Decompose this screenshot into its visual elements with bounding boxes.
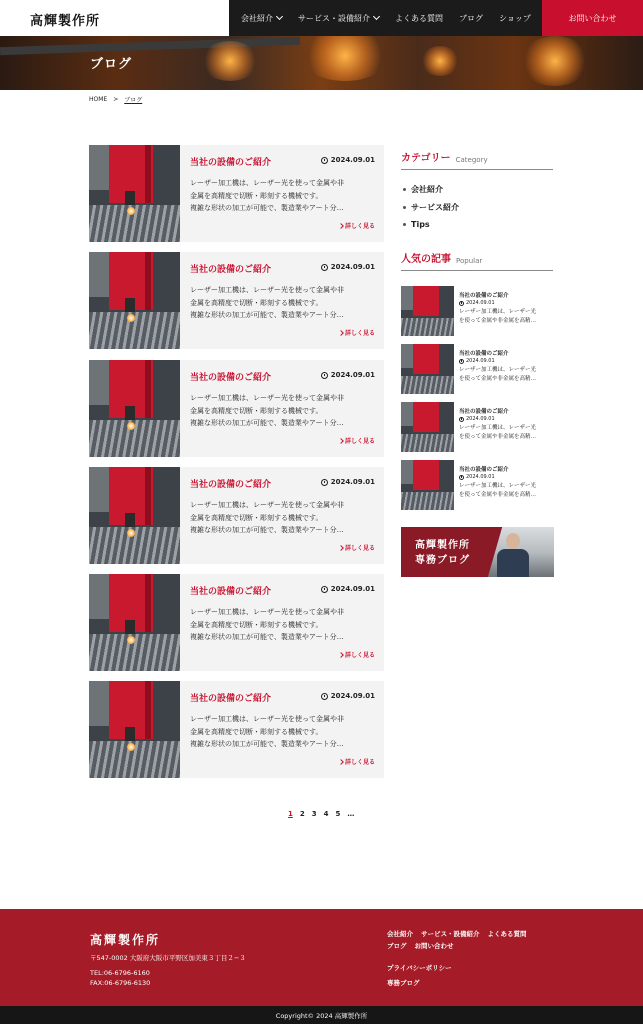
thumb-bed (401, 318, 454, 336)
thumb-machine-shade (145, 467, 151, 525)
thumb-bg (401, 460, 413, 484)
read-more-link[interactable] (339, 436, 375, 445)
footer-fax: FAX:06-6796-6130 (90, 979, 151, 987)
popular-thumbnail[interactable] (401, 344, 454, 394)
popular-excerpt (459, 308, 551, 325)
excerpt-line: 金属を高精度で切断・彫刻する機械です。 (190, 513, 323, 522)
thumb-bg (401, 402, 413, 426)
post-thumbnail[interactable] (89, 360, 180, 457)
chevron-down-icon (373, 13, 380, 20)
popular-date-text: 2024.09.01 (466, 358, 495, 364)
excerpt-line: レーザー加工機は、レーザー光を使って金属や非 (190, 501, 344, 509)
popular-date-text: 2024.09.01 (466, 474, 495, 480)
chevron-right-icon (338, 438, 344, 444)
read-more-label: 詳しく見る (344, 759, 375, 766)
banner-line-2: 専務ブログ (415, 555, 470, 566)
excerpt-line: を使って金属や非金属を高精… (459, 491, 537, 498)
clock-icon (459, 417, 464, 422)
thumb-bg (89, 467, 111, 512)
popular-date (459, 416, 495, 422)
nav-blog[interactable]: ブログ (459, 13, 483, 23)
excerpt-line: を使って金属や非金属を高精… (459, 317, 537, 324)
pagination (288, 810, 354, 818)
copyright: Copyright© 2024 高輝製作所 (0, 1006, 643, 1024)
post-date (321, 156, 375, 164)
excerpt-line: 複雑な形状の加工が可能で、製造業やアート分… (190, 633, 344, 641)
clock-icon (459, 359, 464, 364)
contact-button[interactable]: お問い合わせ (542, 0, 643, 36)
popular-date-text: 2024.09.01 (466, 300, 495, 306)
footer-logo[interactable]: 高輝製作所 (90, 933, 161, 947)
nav-faq[interactable]: よくある質問 (395, 13, 443, 23)
page-link-3[interactable]: 3 (311, 810, 317, 818)
banner-text (415, 538, 470, 568)
footer-links-row (387, 978, 420, 987)
site-logo[interactable]: 高輝製作所 (30, 14, 101, 29)
excerpt-line: レーザー加工機は、レーザー光 (459, 367, 537, 373)
breadcrumb-separator: > (113, 96, 119, 103)
post-excerpt (190, 177, 375, 215)
post-thumbnail[interactable] (89, 252, 180, 349)
bullet-icon (403, 223, 406, 226)
category-item-services[interactable] (403, 202, 459, 213)
page-title: ブログ (90, 57, 133, 72)
category-heading-jp: カテゴリー (401, 153, 451, 164)
site-footer (0, 909, 643, 1006)
excerpt-line: 複雑な形状の加工が可能で、製造業やアート分… (190, 204, 344, 212)
category-label: サービス紹介 (411, 203, 459, 212)
popular-thumbnail[interactable] (401, 460, 454, 510)
hero-spark (300, 36, 390, 81)
bullet-icon (403, 206, 406, 209)
chevron-right-icon (338, 545, 344, 551)
read-more-label: 詳しく見る (344, 223, 375, 230)
post-date-text: 2024.09.01 (330, 156, 375, 164)
post-card[interactable] (89, 360, 384, 457)
thumb-spark (127, 207, 135, 215)
popular-excerpt (459, 366, 551, 383)
thumb-machine-shade (145, 145, 151, 203)
thumb-bg (89, 145, 111, 190)
thumb-machine-shade (145, 360, 151, 418)
excerpt-line: 複雑な形状の加工が可能で、製造業やアート分… (190, 419, 344, 427)
post-date (321, 371, 375, 379)
nav-services-label: サービス・設備紹介 (298, 13, 370, 23)
read-more-label: 詳しく見る (344, 545, 375, 552)
read-more-link[interactable] (339, 757, 375, 766)
category-label: 会社紹介 (411, 185, 443, 194)
popular-date (459, 300, 495, 306)
footer-link-services[interactable]: サービス・設備紹介 (421, 930, 480, 938)
read-more-label: 詳しく見る (344, 330, 375, 337)
category-label: Tips (411, 220, 430, 229)
footer-link-company[interactable]: 会社紹介 (387, 930, 413, 938)
hero-spark (200, 41, 260, 81)
clock-icon (321, 693, 328, 700)
post-excerpt (190, 606, 375, 644)
hero-spark (420, 46, 460, 76)
post-title[interactable]: 当社の設備のご紹介 (190, 587, 272, 597)
breadcrumb-home[interactable]: HOME (89, 96, 108, 103)
person-body (497, 549, 529, 577)
footer-link-faq[interactable]: よくある質問 (487, 930, 527, 938)
excerpt-line: レーザー加工機は、レーザー光を使って金属や非 (190, 608, 344, 616)
read-more-link[interactable] (339, 328, 375, 337)
excerpt-line: 複雑な形状の加工が可能で、製造業やアート分… (190, 740, 344, 748)
footer-link-contact[interactable]: お問い合わせ (414, 942, 454, 950)
post-thumbnail[interactable] (89, 681, 180, 778)
post-title[interactable]: 当社の設備のご紹介 (190, 373, 272, 383)
clock-icon (459, 475, 464, 480)
thumb-bg (401, 286, 413, 310)
read-more-link[interactable] (339, 221, 375, 230)
footer-address: 〒547-0002 大阪府大阪市平野区加美東３丁目２−３ (90, 954, 246, 962)
nav-shop[interactable]: ショップ (499, 13, 531, 23)
excerpt-line: レーザー加工機は、レーザー光を使って金属や非 (190, 394, 344, 402)
popular-heading-jp: 人気の記事 (401, 254, 451, 265)
popular-item[interactable] (401, 286, 553, 336)
popular-heading (401, 251, 553, 271)
page-hero (0, 36, 643, 90)
post-excerpt (190, 499, 375, 537)
clock-icon (321, 157, 328, 164)
popular-date (459, 474, 495, 480)
thumb-bg (89, 252, 111, 297)
post-date (321, 585, 375, 593)
thumb-machine (413, 402, 439, 432)
post-excerpt (190, 392, 375, 430)
footer-link-exec-blog[interactable]: 専務ブログ (387, 979, 420, 987)
thumb-spark (127, 636, 135, 644)
read-more-link[interactable] (339, 543, 375, 552)
post-date (321, 263, 375, 271)
post-card[interactable] (89, 467, 384, 564)
post-card[interactable] (89, 252, 384, 349)
hero-spark (520, 36, 590, 86)
excerpt-line: レーザー加工機は、レーザー光 (459, 309, 537, 315)
excerpt-line: レーザー加工機は、レーザー光を使って金属や非 (190, 286, 344, 294)
excerpt-line: を使って金属や非金属を高精… (459, 433, 537, 440)
page-link-5[interactable]: 5 (335, 810, 341, 818)
footer-contact-info (90, 968, 150, 988)
clock-icon (321, 479, 328, 486)
chevron-right-icon (338, 759, 344, 765)
post-thumbnail[interactable] (89, 574, 180, 671)
thumb-machine (413, 460, 439, 490)
post-title[interactable]: 当社の設備のご紹介 (190, 480, 272, 490)
thumb-machine (413, 344, 439, 374)
excerpt-line: レーザー加工機は、レーザー光 (459, 483, 537, 489)
post-excerpt (190, 713, 375, 751)
thumb-spark (127, 529, 135, 537)
thumb-spark (127, 314, 135, 322)
read-more-label: 詳しく見る (344, 438, 375, 445)
thumb-bg (89, 681, 111, 726)
nav-company-label: 会社紹介 (241, 13, 273, 23)
thumb-machine-shade (145, 574, 151, 632)
popular-title[interactable]: 当社の設備のご紹介 (459, 409, 509, 415)
footer-links-row (387, 963, 452, 972)
thumb-bg (89, 360, 111, 405)
excerpt-line: レーザー加工機は、レーザー光を使って金属や非 (190, 179, 344, 187)
excerpt-line: 金属を高精度で切断・彫刻する機械です。 (190, 727, 323, 736)
nav-company[interactable] (241, 13, 282, 24)
popular-item[interactable] (401, 460, 553, 510)
post-excerpt (190, 284, 375, 322)
popular-excerpt (459, 482, 551, 499)
breadcrumb-current[interactable]: ブログ (124, 97, 143, 104)
post-date-text: 2024.09.01 (330, 692, 375, 700)
main-nav (229, 0, 542, 36)
post-date (321, 478, 375, 486)
clock-icon (321, 372, 328, 379)
footer-links-row (387, 929, 527, 938)
chevron-right-icon (338, 223, 344, 229)
post-card[interactable] (89, 574, 384, 671)
post-date-text: 2024.09.01 (330, 371, 375, 379)
post-date-text: 2024.09.01 (330, 263, 375, 271)
breadcrumb (89, 95, 142, 104)
post-title[interactable]: 当社の設備のご紹介 (190, 265, 272, 275)
category-heading (401, 150, 553, 170)
read-more-label: 詳しく見る (344, 652, 375, 659)
excerpt-line: を使って金属や非金属を高精… (459, 375, 537, 382)
post-card[interactable] (89, 681, 384, 778)
thumb-machine-shade (145, 681, 151, 739)
chevron-down-icon (276, 13, 283, 20)
nav-services[interactable] (298, 13, 379, 24)
category-item-company[interactable] (403, 184, 443, 195)
popular-excerpt (459, 424, 551, 441)
thumb-machine-shade (145, 252, 151, 310)
excerpt-line: レーザー加工機は、レーザー光 (459, 425, 537, 431)
chevron-right-icon (338, 652, 344, 658)
bullet-icon (403, 188, 406, 191)
thumb-bed (401, 434, 454, 452)
chevron-right-icon (338, 330, 344, 336)
read-more-link[interactable] (339, 650, 375, 659)
page-ellipsis: … (347, 810, 355, 818)
excerpt-line: 金属を高精度で切断・彫刻する機械です。 (190, 406, 323, 415)
post-date-text: 2024.09.01 (330, 478, 375, 486)
page-link-2[interactable]: 2 (299, 810, 305, 818)
thumb-bed (401, 376, 454, 394)
footer-link-privacy[interactable]: プライバシーポリシー (387, 964, 452, 972)
thumb-machine (413, 286, 439, 316)
popular-heading-en: Popular (456, 257, 483, 265)
post-title[interactable]: 当社の設備のご紹介 (190, 158, 272, 168)
popular-date-text: 2024.09.01 (466, 416, 495, 422)
excerpt-line: レーザー加工機は、レーザー光を使って金属や非 (190, 715, 344, 723)
popular-title[interactable]: 当社の設備のご紹介 (459, 467, 509, 473)
post-date-text: 2024.09.01 (330, 585, 375, 593)
excerpt-line: 複雑な形状の加工が可能で、製造業やアート分… (190, 526, 344, 534)
excerpt-line: 金属を高精度で切断・彫刻する機械です。 (190, 298, 323, 307)
category-heading-en: Category (455, 156, 488, 164)
clock-icon (459, 301, 464, 306)
popular-thumbnail[interactable] (401, 286, 454, 336)
clock-icon (321, 586, 328, 593)
post-thumbnail[interactable] (89, 145, 180, 242)
category-item-tips[interactable] (403, 220, 430, 229)
post-date (321, 692, 375, 700)
popular-thumbnail[interactable] (401, 402, 454, 452)
post-title[interactable]: 当社の設備のご紹介 (190, 694, 272, 704)
thumb-spark (127, 422, 135, 430)
footer-tel: TEL:06-6796-6160 (90, 969, 150, 977)
excerpt-line: 金属を高精度で切断・彫刻する機械です。 (190, 191, 323, 200)
post-card[interactable] (89, 145, 384, 242)
clock-icon (321, 264, 328, 271)
excerpt-line: 複雑な形状の加工が可能で、製造業やアート分… (190, 311, 344, 319)
thumb-bg (401, 344, 413, 368)
page-link-4[interactable]: 4 (323, 810, 329, 818)
person-head (506, 533, 520, 549)
popular-item[interactable] (401, 402, 553, 452)
excerpt-line: 金属を高精度で切断・彫刻する機械です。 (190, 620, 323, 629)
thumb-bg (89, 574, 111, 619)
footer-link-blog[interactable]: ブログ (387, 942, 407, 950)
footer-links-row (387, 941, 454, 950)
popular-title[interactable]: 当社の設備のご紹介 (459, 351, 509, 357)
thumb-bed (401, 492, 454, 510)
page-link-1[interactable]: 1 (288, 810, 293, 818)
banner-line-1: 高輝製作所 (415, 540, 470, 551)
thumb-spark (127, 743, 135, 751)
popular-item[interactable] (401, 344, 553, 394)
popular-date (459, 358, 495, 364)
popular-title[interactable]: 当社の設備のご紹介 (459, 293, 509, 299)
executive-blog-banner[interactable] (401, 527, 554, 577)
post-thumbnail[interactable] (89, 467, 180, 564)
